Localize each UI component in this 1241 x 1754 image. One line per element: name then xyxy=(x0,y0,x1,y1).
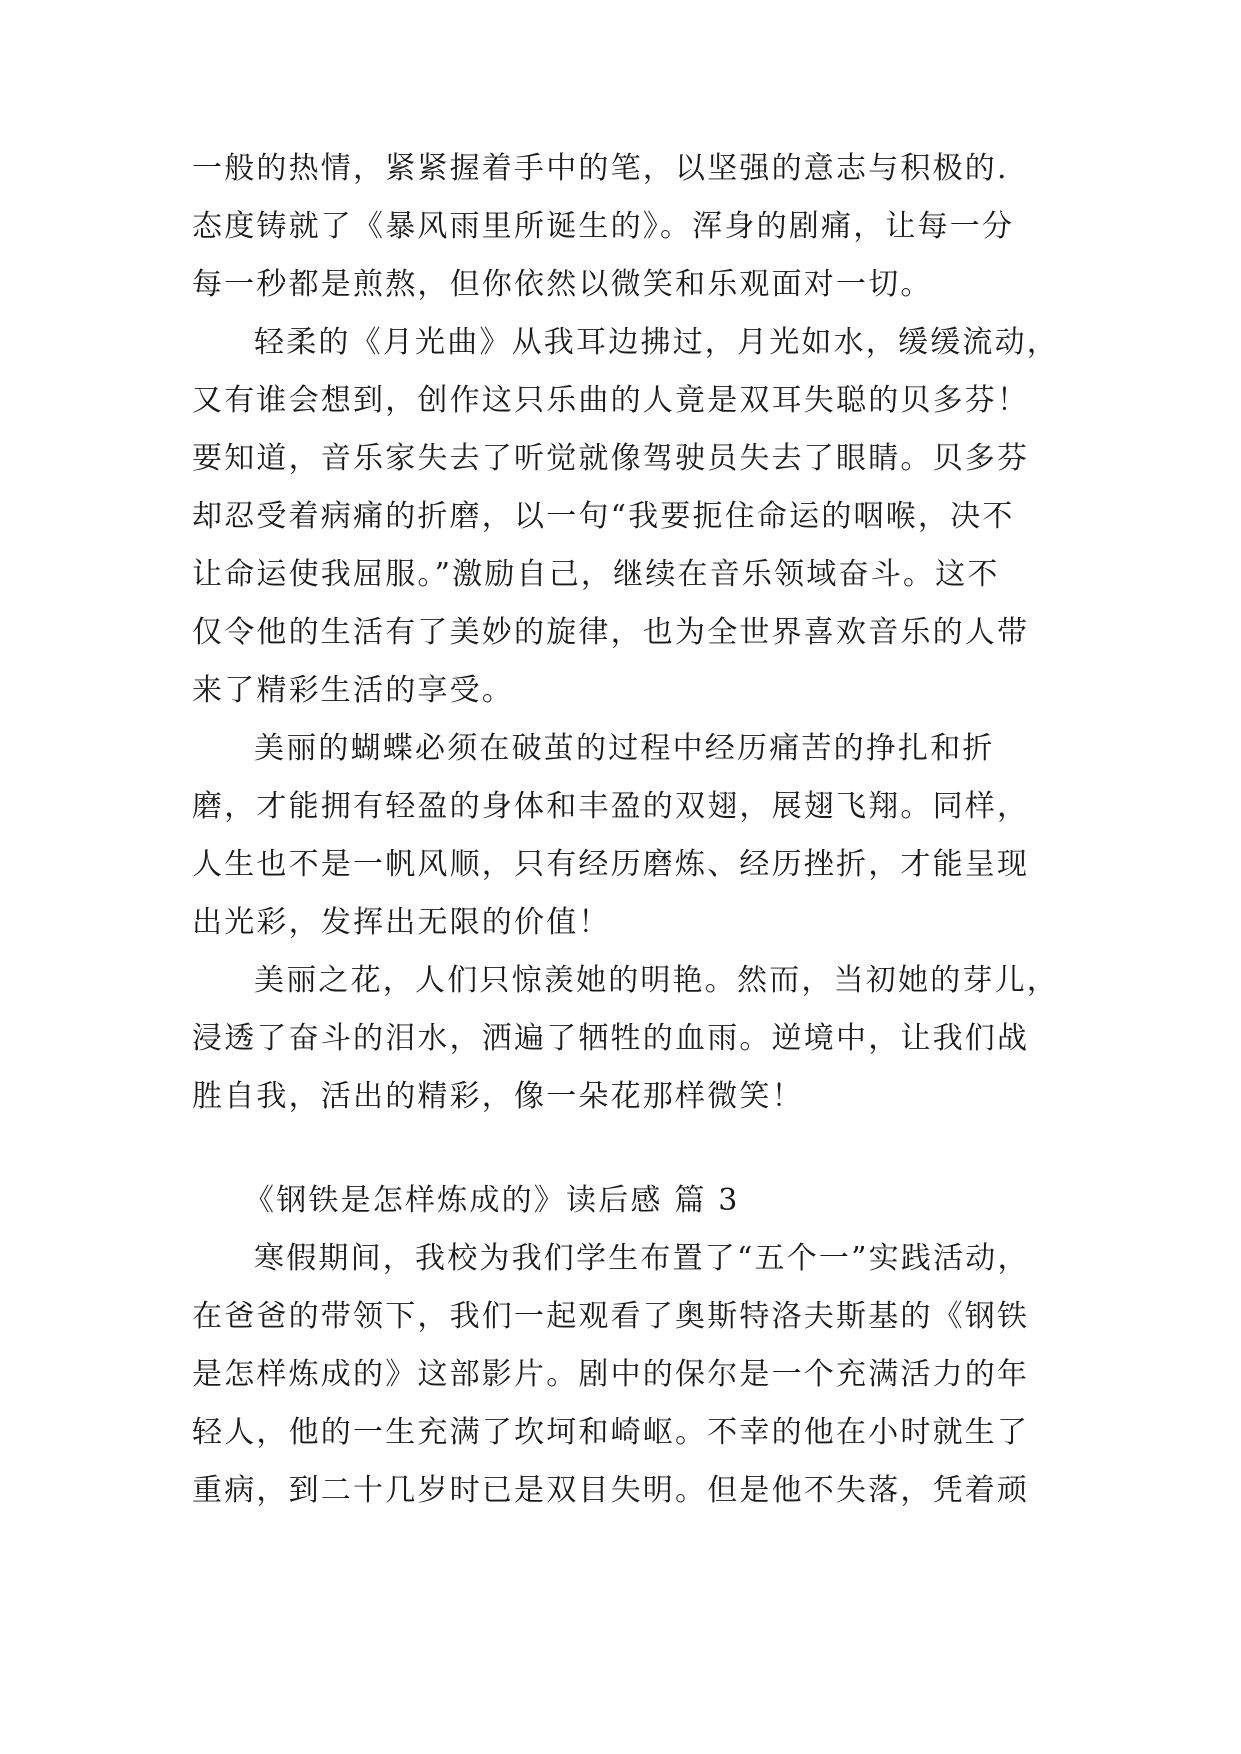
paragraph-first-line: 寒假期间，我校为我们学生布置了“五个一”实践活动， xyxy=(254,1241,1030,1276)
text-line: 要知道，音乐家失去了听觉就像驾驶员失去了眼睛。贝多芬 xyxy=(192,441,1030,476)
text-line: 在爸爸的带领下，我们一起观看了奥斯特洛夫斯基的《钢铁 xyxy=(192,1299,1030,1334)
paragraph-first-line: 美丽的蝴蝶必须在破茧的过程中经历痛苦的挣扎和折 xyxy=(254,731,995,766)
text-line: 人生也不是一帆风顺，只有经历磨炼、经历挫折，才能呈现 xyxy=(192,847,1030,882)
text-line: 又有谁会想到，创作这只乐曲的人竟是双耳失聪的贝多芬！ xyxy=(192,383,1030,418)
text-line: 却忍受着病痛的折磨，以一句“我要扼住命运的咽喉，决不 xyxy=(192,499,1015,534)
text-line: 重病，到二十几岁时已是双目失明。但是他不失落，凭着顽 xyxy=(192,1473,1030,1508)
text-line: 态度铸就了《暴风雨里所诞生的》。浑身的剧痛，让每一分 xyxy=(192,209,1015,244)
paragraph-first-line: 轻柔的《月光曲》从我耳边拂过，月光如水，缓缓流动， xyxy=(254,325,1059,360)
paragraph-first-line: 美丽之花，人们只惊羡她的明艳。然而，当初她的芽儿， xyxy=(254,963,1059,998)
text-line: 每一秒都是煎熬，但你依然以微笑和乐观面对一切。 xyxy=(192,267,933,302)
section-spacer xyxy=(192,1126,1072,1172)
text-line: 来了精彩生活的享受。 xyxy=(192,673,514,708)
text-line: 轻人，他的一生充满了坎坷和崎岖。不幸的他在小时就生了 xyxy=(192,1415,1030,1450)
text-line: 浸透了奋斗的泪水，洒遍了牺牲的血雨。逆境中，让我们战 xyxy=(192,1021,1030,1056)
text-line: 胜自我，活出的精彩，像一朵花那样微笑！ xyxy=(192,1079,804,1114)
text-line: 是怎样炼成的》这部影片。剧中的保尔是一个充满活力的年 xyxy=(192,1357,1030,1392)
text-line: 仅令他的生活有了美妙的旋律，也为全世界喜欢音乐的人带 xyxy=(192,615,1030,650)
text-line: 让命运使我屈服。”激励自己，继续在音乐领域奋斗。这不 xyxy=(192,557,1000,592)
text-line: 出光彩，发挥出无限的价值！ xyxy=(192,905,611,940)
document-body xyxy=(192,140,1072,1520)
text-line: 一般的热情，紧紧握着手中的笔，以坚强的意志与积极的. xyxy=(192,151,1009,186)
section-heading: 《钢铁是怎样炼成的》读后感 篇 3 xyxy=(244,1183,740,1218)
text-line: 磨，才能拥有轻盈的身体和丰盈的双翅，展翅飞翔。同样， xyxy=(192,789,1030,824)
